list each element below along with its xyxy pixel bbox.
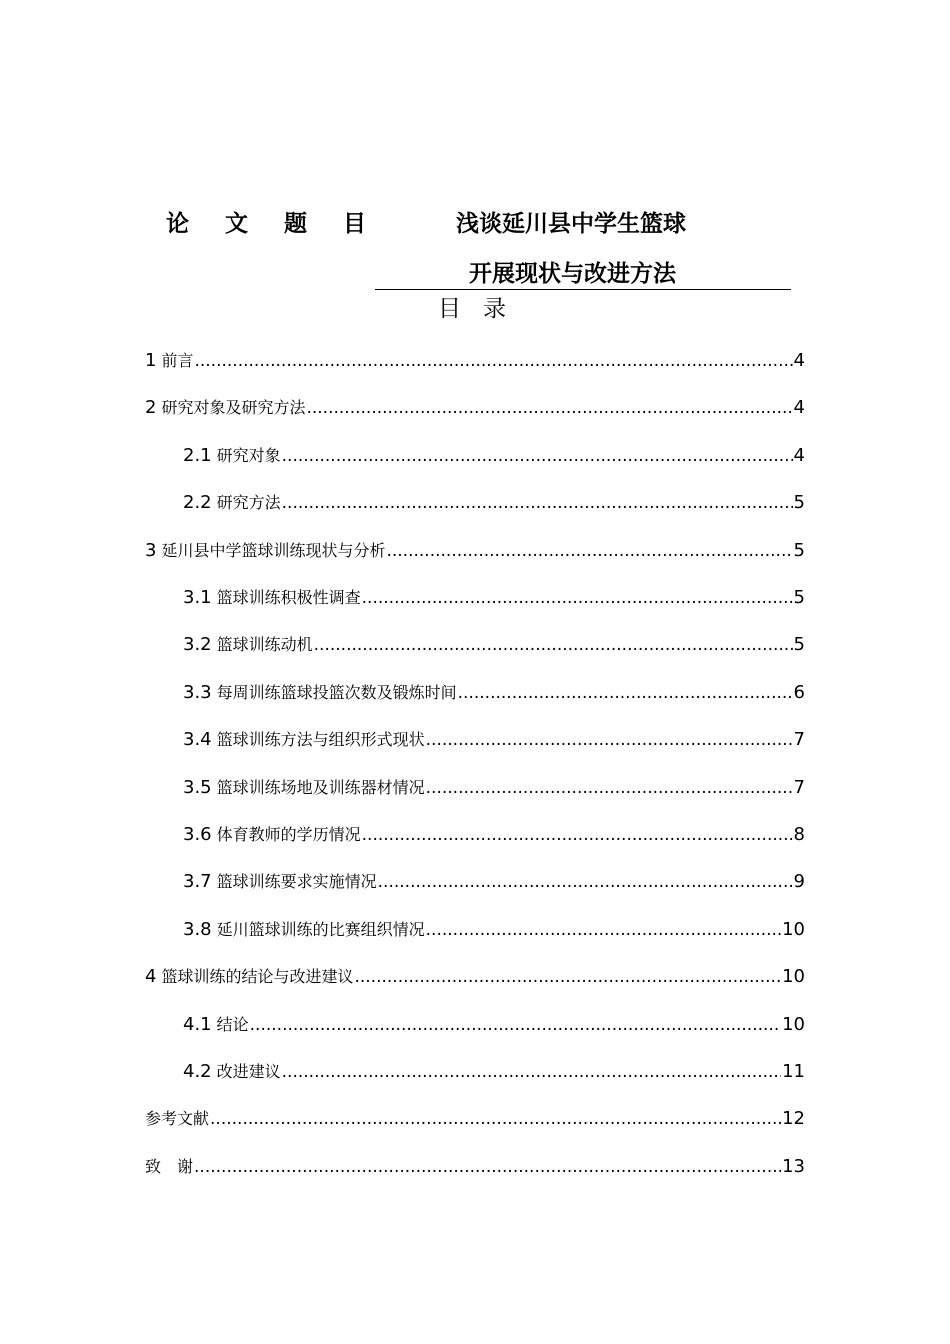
- toc-entry-title: 研究对象及研究方法: [161, 398, 306, 417]
- thesis-title-line-2: 开展现状与改进方法: [469, 261, 676, 287]
- toc-entry-page: 7: [793, 729, 805, 750]
- toc-leader-dots: [426, 729, 793, 751]
- toc-entry[interactable]: [183, 820, 805, 846]
- toc-entry-title: 改进建议: [216, 1062, 281, 1081]
- toc-entry-title: 篮球训练积极性调查: [216, 588, 361, 607]
- toc-entry-number: 1: [145, 350, 157, 371]
- toc-entry-number: 3.1: [183, 587, 212, 608]
- toc-entry-number: 2.1: [183, 445, 212, 466]
- toc-leader-dots: [282, 492, 793, 514]
- toc-leader-dots: [386, 540, 792, 562]
- toc-leader-dots: [250, 1014, 781, 1036]
- toc-entry-number: 3.5: [183, 777, 212, 798]
- toc-heading: 目录: [438, 296, 528, 322]
- toc-entry[interactable]: [183, 725, 805, 751]
- toc-entry-page: 4: [793, 350, 805, 371]
- toc-entry[interactable]: [183, 441, 805, 467]
- toc-entry-number: 4.1: [183, 1014, 212, 1035]
- toc-entry-page: 10: [782, 966, 805, 987]
- toc-leader-dots: [362, 824, 793, 846]
- toc-entry-title: 致 谢: [145, 1157, 194, 1176]
- toc-entry[interactable]: [183, 773, 805, 799]
- toc-entry-title: 延川县中学篮球训练现状与分析: [161, 541, 386, 560]
- toc-entry-page: 7: [793, 777, 805, 798]
- thesis-label-char: 题: [284, 211, 307, 237]
- toc-entry-page: 6: [793, 682, 805, 703]
- toc-leader-dots: [194, 350, 792, 372]
- toc-entry-number: 4.2: [183, 1061, 212, 1082]
- toc-leader-dots: [194, 1156, 781, 1178]
- toc-leader-dots: [282, 445, 793, 467]
- toc-entry-number: 2: [145, 397, 157, 418]
- toc-leader-dots: [282, 1061, 781, 1083]
- toc-entry-page: 4: [793, 445, 805, 466]
- toc-entry-title: 每周训练篮球投篮次数及锻炼时间: [216, 683, 457, 702]
- toc-entry-number: 2.2: [183, 492, 212, 513]
- toc-entry[interactable]: [183, 630, 805, 656]
- toc-entry[interactable]: [145, 1152, 805, 1178]
- thesis-title-line-1: 浅谈延川县中学生篮球: [456, 211, 686, 237]
- toc-entry[interactable]: [183, 583, 805, 609]
- toc-entry-title: 参考文献: [145, 1109, 210, 1128]
- toc-entry-title: 结论: [216, 1015, 249, 1034]
- toc-entry-number: 3: [145, 540, 157, 561]
- toc-entry[interactable]: [145, 536, 805, 562]
- toc-entry-title: 篮球训练场地及训练器材情况: [216, 778, 425, 797]
- toc-entry-page: 8: [793, 824, 805, 845]
- toc-entry-title: 前言: [161, 351, 194, 370]
- toc-entry-page: 11: [782, 1061, 805, 1082]
- toc-entry[interactable]: [183, 1010, 805, 1036]
- toc-entry-title: 延川篮球训练的比赛组织情况: [216, 920, 425, 939]
- toc-entry-number: 3.8: [183, 919, 212, 940]
- toc-entry[interactable]: [183, 1057, 805, 1083]
- toc-leader-dots: [314, 634, 793, 656]
- thesis-label-char: 论: [166, 211, 189, 237]
- toc-entry-number: 4: [145, 966, 157, 987]
- toc-entry-page: 13: [782, 1156, 805, 1177]
- toc-entry[interactable]: [145, 346, 805, 372]
- toc-entry-title: 篮球训练要求实施情况: [216, 872, 377, 891]
- toc-leader-dots: [210, 1108, 781, 1130]
- toc-entry-page: 10: [782, 919, 805, 940]
- toc-entry-title: 研究方法: [216, 493, 281, 512]
- toc-entry[interactable]: [183, 678, 805, 704]
- toc-entry[interactable]: [183, 915, 805, 941]
- toc-entry-page: 5: [793, 587, 805, 608]
- toc-entry-number: 3.3: [183, 682, 212, 703]
- toc-entry-title: 篮球训练方法与组织形式现状: [216, 730, 425, 749]
- toc-leader-dots: [426, 777, 793, 799]
- toc-entry[interactable]: [183, 867, 805, 893]
- toc-entry-number: 3.2: [183, 634, 212, 655]
- toc-leader-dots: [354, 966, 781, 988]
- toc-leader-dots: [362, 587, 793, 609]
- toc-entry-title: 体育教师的学历情况: [216, 825, 361, 844]
- toc-entry-number: 3.7: [183, 871, 212, 892]
- toc-entry-title: 篮球训练的结论与改进建议: [161, 967, 354, 986]
- thesis-label-char: 文: [225, 211, 248, 237]
- thesis-label-char: 目: [343, 211, 366, 237]
- toc-entry[interactable]: [145, 393, 805, 419]
- toc-leader-dots: [426, 919, 781, 941]
- toc-entry[interactable]: [183, 488, 805, 514]
- toc-leader-dots: [458, 682, 793, 704]
- toc-entry-page: 10: [782, 1014, 805, 1035]
- thesis-title-label: [166, 205, 366, 238]
- toc-entry-page: 5: [793, 492, 805, 513]
- toc-entry-title: 研究对象: [216, 446, 281, 465]
- toc-entry-title: 篮球训练动机: [216, 635, 313, 654]
- toc-entry-page: 5: [793, 634, 805, 655]
- toc-leader-dots: [378, 871, 793, 893]
- toc-entry-page: 9: [793, 871, 805, 892]
- toc-leader-dots: [306, 397, 792, 419]
- toc-entry-page: 12: [782, 1108, 805, 1129]
- toc-entry-number: 3.6: [183, 824, 212, 845]
- toc-entry[interactable]: [145, 1104, 805, 1130]
- toc-entry-number: 3.4: [183, 729, 212, 750]
- toc-entry-page: 5: [793, 540, 805, 561]
- toc-entry-page: 4: [793, 397, 805, 418]
- toc-entry[interactable]: [145, 962, 805, 988]
